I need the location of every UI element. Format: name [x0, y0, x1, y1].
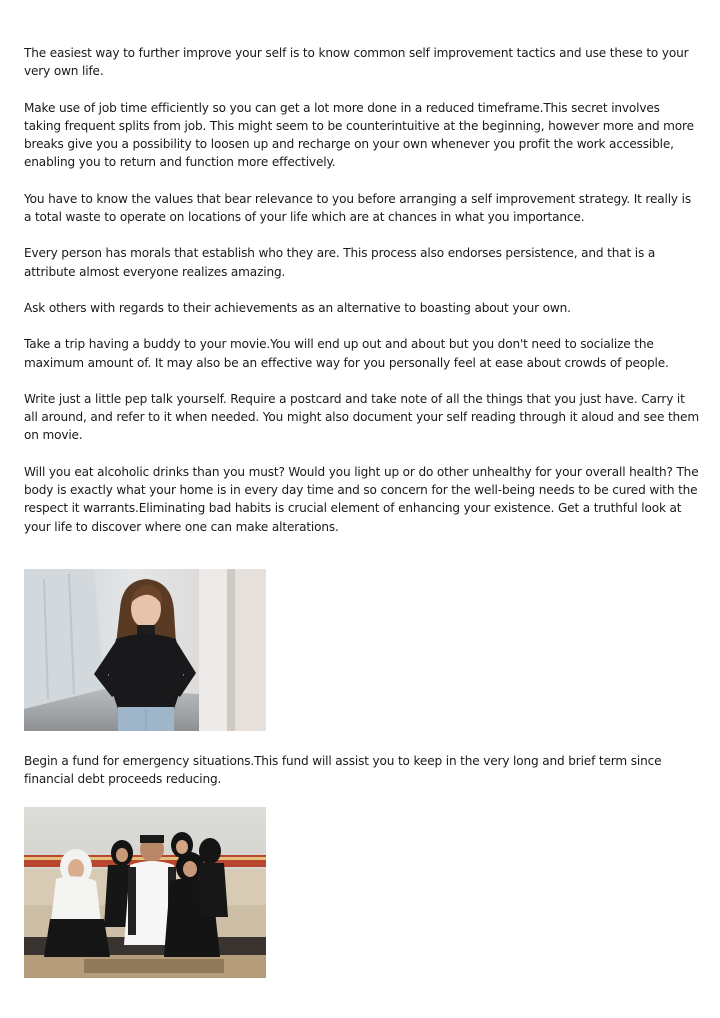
photo-woman-turtleneck [24, 569, 266, 731]
article-body [24, 44, 700, 554]
paragraph-bad-habits: Will you eat alcoholic drinks than you must? Would you light up or do other unhealthy for your overall health? The body is exactly what your home is in every day time and so concern for the well-being needs to be cured with the respect it warrants.Eliminating bad habits is crucial element of enhancing your existence. Get a truthful look at your life to discover where one can make alterations. [24, 464, 699, 534]
paragraph-values: You have to know the values that bear relevance to you before arranging a self improvement strategy. It really is a total waste to operate on locations of your life which are at chances in what you importance. [24, 191, 691, 225]
paragraph-movie-trip: Take a trip having a buddy to your movie.You will end up out and about but you don't need to socialize the maximum amount of. It may also be an effective way for you personally feel at ease about crowds of people. [24, 337, 669, 370]
paragraph-job-time: Make use of job time efficiently so you can get a lot more done in a reduced timeframe.This secret involves taking frequent splits from job. This might seem to be counterintuitive at the beginning, however more and more breaks give you a possibility to loosen up and recharge on your own whenever you profit the work accessible, enabling you to return and function more effectively. [24, 100, 694, 170]
paragraph-pep-talk: Write just a little pep talk yourself. Require a postcard and take note of all the things that you just have. Carry it all around, and refer to it when needed. You might also document your self reading through it aloud and see them on movie. [24, 391, 699, 443]
photo-family-group [24, 807, 266, 978]
paragraph-easiest-way: The easiest way to further improve your self is to know common self improvement tactics and use these to your very own life. [24, 46, 689, 79]
paragraph-morals: Every person has morals that establish who they are. This process also endorses persistence, and that is a attribute almost everyone realizes amazing. [24, 246, 656, 279]
paragraph-ask-others: Ask others with regards to their achievements as an alternative to boasting about your own. [24, 300, 571, 315]
paragraph-emergency-fund: Begin a fund for emergency situations.This fund will assist you to keep in the very long and brief term since financial debt proceeds reducing. [24, 754, 662, 787]
